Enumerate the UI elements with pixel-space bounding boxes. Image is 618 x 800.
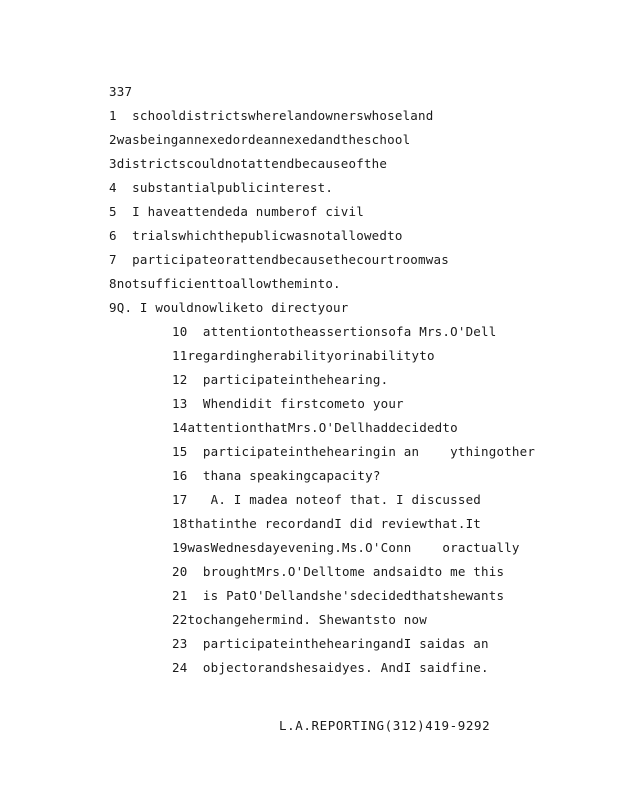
transcript-line: 13 Whendidit firstcometo your: [172, 396, 404, 411]
transcript-line: 20 broughtMrs.O'Delltome andsaidto me this: [172, 564, 505, 579]
transcript-line: 2wasbeingannexedordeannexedandtheschool: [109, 132, 411, 147]
transcript-line: 3districtscouldnotattendbecauseofthe: [109, 156, 388, 171]
transcript-line: 4 substantialpublicinterest.: [109, 180, 334, 195]
page-number: 337: [109, 84, 133, 99]
reporter-footer: L.A.REPORTING(312)419-9292: [279, 718, 491, 733]
transcript-line: 22tochangehermind. Shewantsto now: [172, 612, 427, 627]
transcript-line: 6 trialswhichthepublicwasnotallowedto: [109, 228, 403, 243]
transcript-line: 5 I haveattendeda numberof civil: [109, 204, 364, 219]
transcript-line: 11regardingherabilityorinabilityto: [172, 348, 435, 363]
transcript-line: 9Q. I wouldnowliketo directyour: [109, 300, 349, 315]
transcript-line: 16 thana speakingcapacity?: [172, 468, 381, 483]
transcript-line: 19wasWednesdayevening.Ms.O'Conn oractually: [172, 540, 520, 555]
transcript-line: 7 participateorattendbecausethecourtroomwas: [109, 252, 449, 267]
transcript-line: 10 attentiontotheassertionsofa Mrs.O'Dell: [172, 324, 497, 339]
transcript-line: 17 A. I madea noteof that. I discussed: [172, 492, 482, 507]
transcript-line: 21 is PatO'Dellandshe'sdecidedthatshewants: [172, 588, 505, 603]
transcript-line: 23 participateinthehearingandI saidas an: [172, 636, 489, 651]
transcript-line: 1 schooldistrictswherelandownerswhoseland: [109, 108, 434, 123]
transcript-line: 24 objectorandshesaidyes. AndI saidfine.: [172, 660, 489, 675]
transcript-line: 12 participateinthehearing.: [172, 372, 389, 387]
transcript-line: 15 participateinthehearingin an ythingother: [172, 444, 536, 459]
transcript-line: 8notsufficienttoallowtheminto.: [109, 276, 341, 291]
transcript-line: 14attentionthatMrs.O'Dellhaddecidedto: [172, 420, 458, 435]
transcript-line: 18thatinthe recordandI did reviewthat.It: [172, 516, 482, 531]
